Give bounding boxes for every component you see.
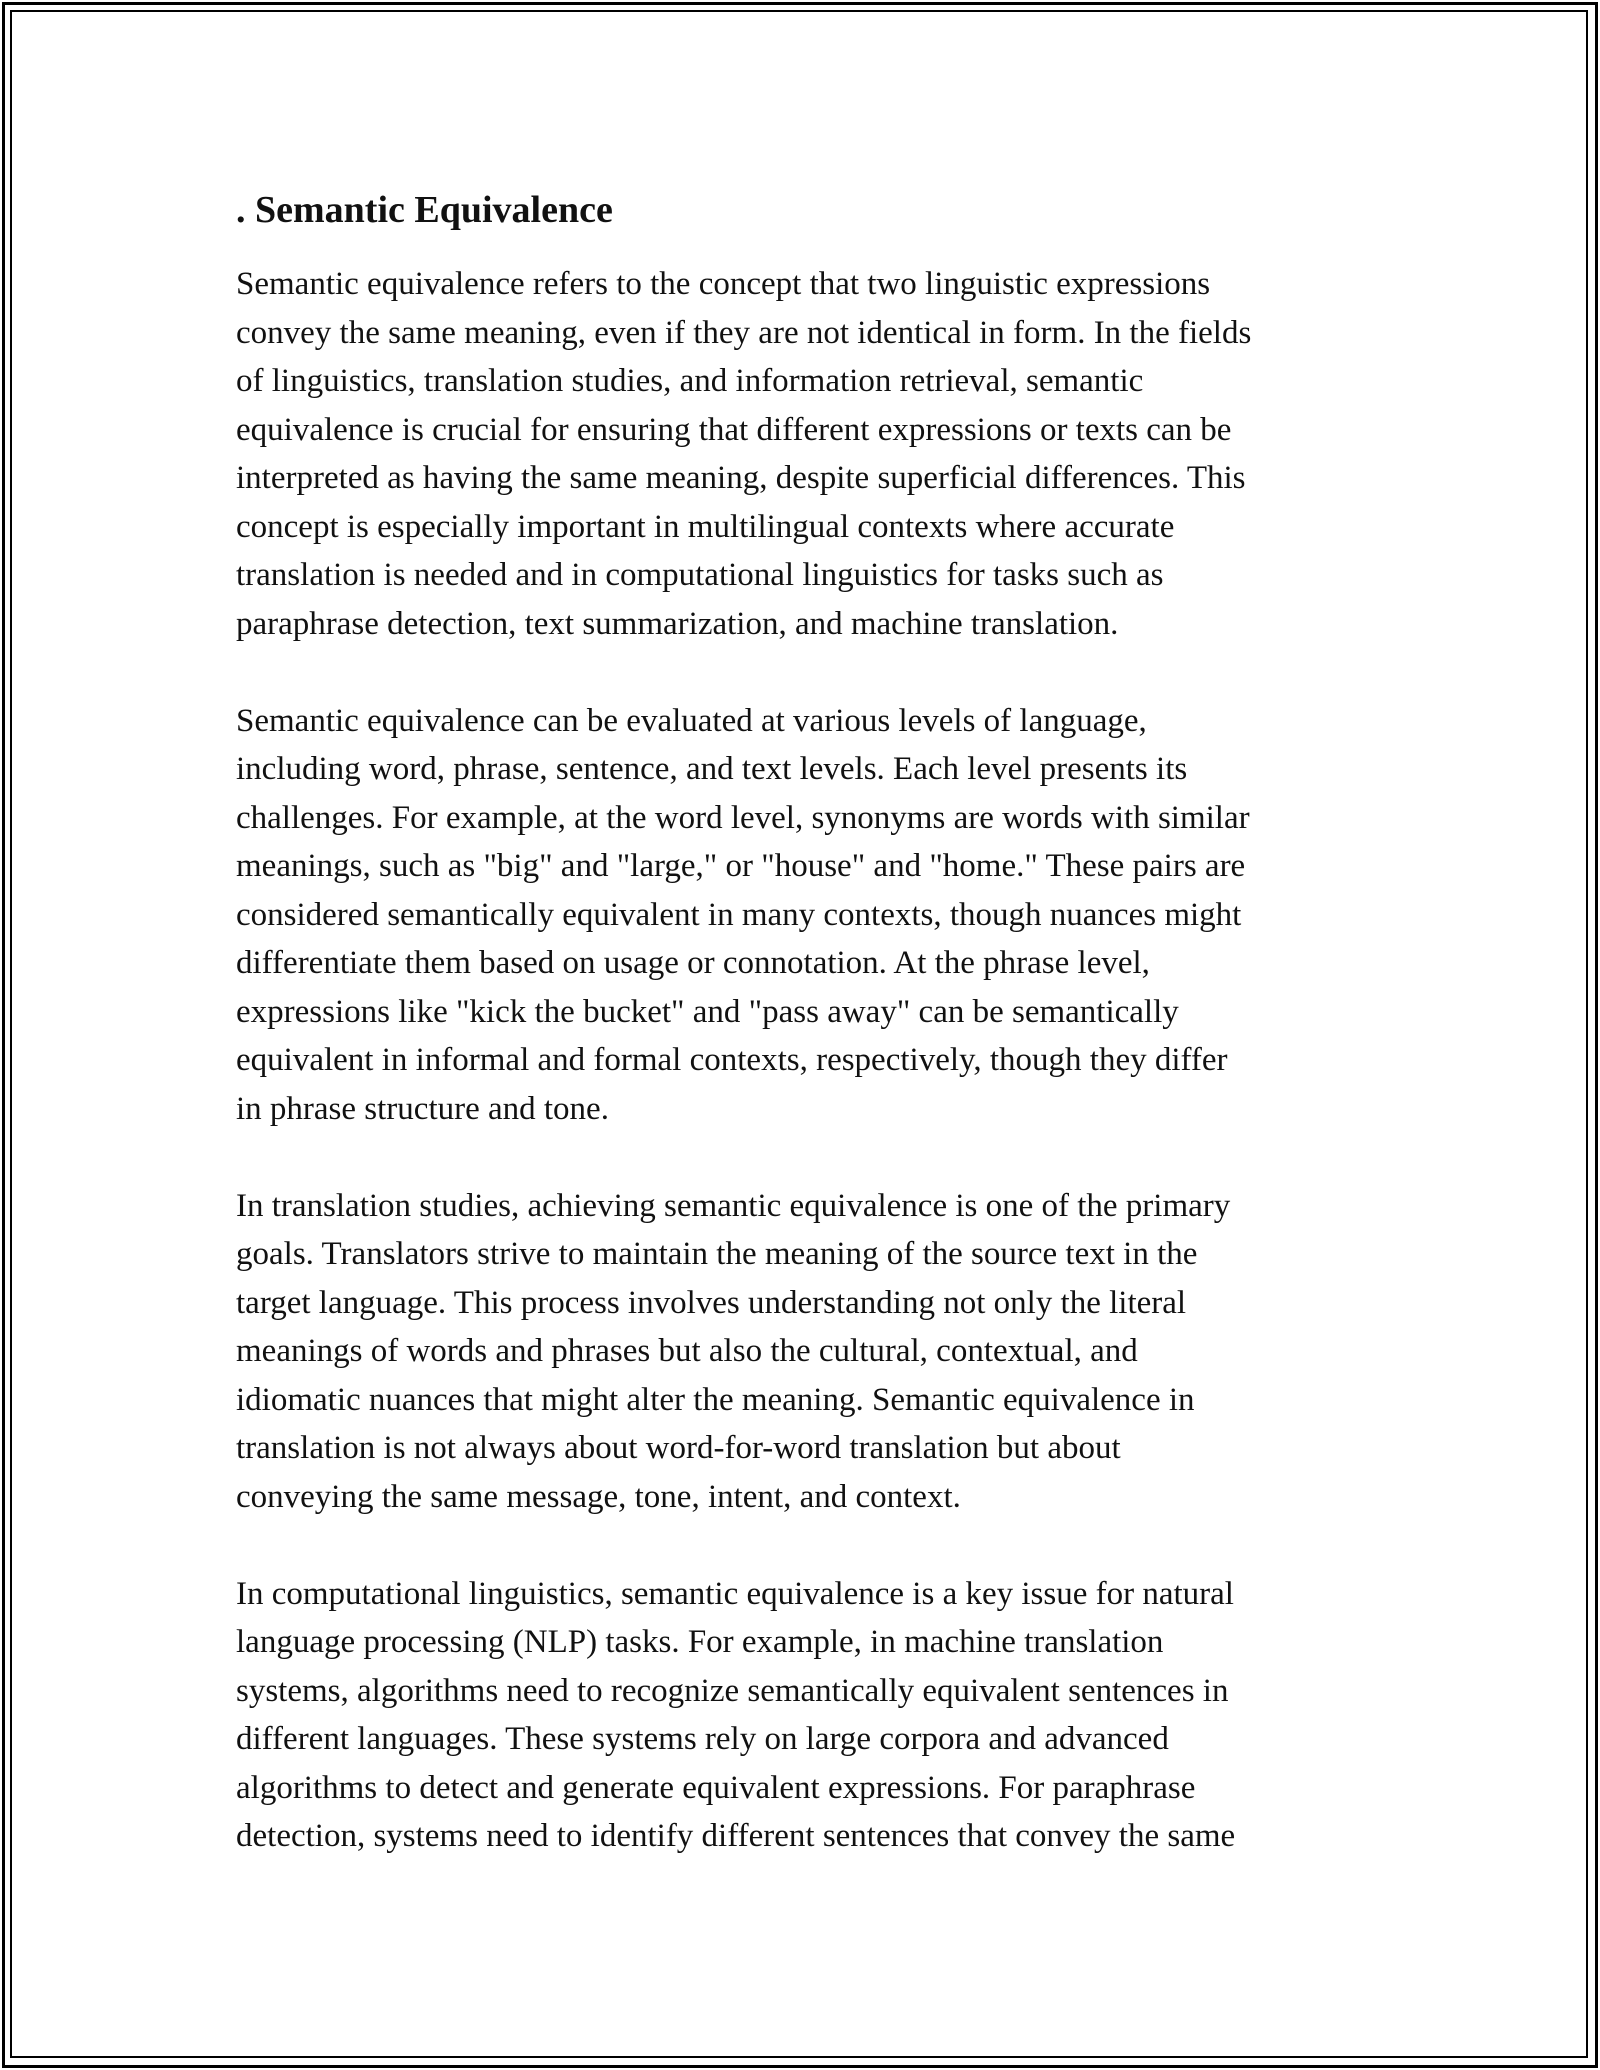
text-line: concept is especially important in multilingual contexts where accurate	[236, 508, 1175, 545]
paragraph-1	[236, 260, 1376, 648]
text-line: Semantic equivalence can be evaluated at various levels of language,	[236, 702, 1147, 739]
text-line: convey the same meaning, even if they are not identical in form. In the fields	[236, 314, 1252, 351]
text-line: In translation studies, achieving semantic equivalence is one of the primary	[236, 1187, 1231, 1224]
text-line: meanings of words and phrases but also the cultural, contextual, and	[236, 1333, 1138, 1369]
paragraph-2	[236, 697, 1376, 1134]
paragraph-4	[236, 1570, 1376, 1861]
text-line: goals. Translators strive to maintain the meaning of the source text in the	[236, 1236, 1198, 1272]
text-line: considered semantically equivalent in many contexts, though nuances might	[236, 896, 1242, 933]
text-line: target language. This process involves understanding not only the literal	[236, 1284, 1187, 1321]
text-line: different languages. These systems rely on large corpora and advanced	[236, 1721, 1169, 1757]
text-line: expressions like "kick the bucket" and "pass away" can be semantically	[236, 993, 1179, 1030]
text-line: language processing (NLP) tasks. For example, in machine translation	[236, 1624, 1164, 1660]
text-line: in phrase structure and tone.	[236, 1090, 609, 1127]
text-line: meanings, such as "big" and "large," or "house" and "home." These pairs are	[236, 848, 1246, 884]
text-line: including word, phrase, sentence, and text levels. Each level presents its	[236, 751, 1188, 787]
text-line: challenges. For example, at the word level, synonyms are words with similar	[236, 799, 1250, 836]
text-line: equivalent in informal and formal contexts, respectively, though they differ	[236, 1042, 1228, 1078]
text-line: paraphrase detection, text summarization, and machine translation.	[236, 605, 1119, 642]
section-heading: . Semantic Equivalence	[236, 189, 613, 231]
text-line: differentiate them based on usage or connotation. At the phrase level,	[236, 945, 1150, 981]
text-line: interpreted as having the same meaning, despite superficial differences. This	[236, 460, 1246, 496]
text-line: Semantic equivalence refers to the concept that two linguistic expressions	[236, 266, 1211, 302]
text-line: translation is needed and in computational linguistics for tasks such as	[236, 557, 1164, 593]
text-line: of linguistics, translation studies, and information retrieval, semantic	[236, 363, 1144, 399]
text-line: translation is not always about word-for-word translation but about	[236, 1430, 1121, 1466]
text-line: detection, systems need to identify different sentences that convey the same	[236, 1818, 1236, 1854]
document-body	[236, 186, 1376, 1909]
text-line: algorithms to detect and generate equivalent expressions. For paraphrase	[236, 1769, 1196, 1806]
text-line: conveying the same message, tone, intent, and context.	[236, 1478, 961, 1515]
text-line: systems, algorithms need to recognize semantically equivalent sentences in	[236, 1672, 1229, 1709]
text-line: idiomatic nuances that might alter the meaning. Semantic equivalence in	[236, 1381, 1195, 1418]
text-line: equivalence is crucial for ensuring that different expressions or texts can be	[236, 411, 1232, 448]
text-line: In computational linguistics, semantic equivalence is a key issue for natural	[236, 1575, 1234, 1612]
paragraph-3	[236, 1182, 1376, 1522]
